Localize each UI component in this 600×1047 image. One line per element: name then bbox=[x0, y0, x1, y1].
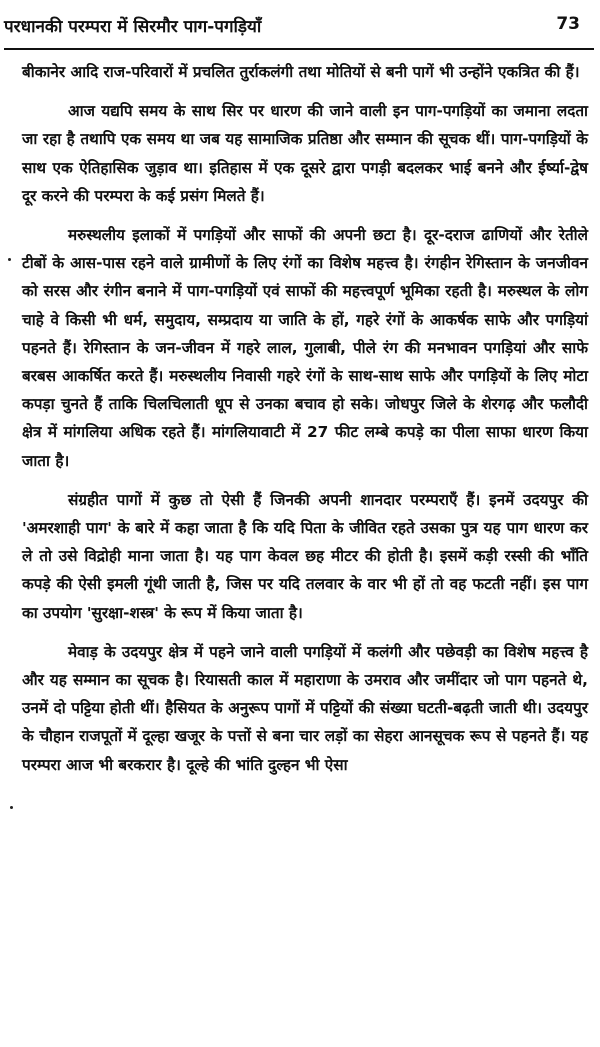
paragraph-desert-turbans: मरुस्थलीय इलाकों में पगड़ियों और साफों की अपनी छटा है। दूर-दराज ढाणियों और रेतीले टीबों के आस-पास रहने वाले ग्रामीणों के लिए रंगों का विशेष महत्त्व है। रंगहीन रेगिस्तान के जनजीवन को सरस और रंगीन बनाने में पाग-पगड़ियों एवं साफों की महत्त्वपूर्ण भूमिका रहती है। मरुस्थल के लोग चाहे वे किसी भी धर्म, समुदाय, सम्प्रदाय या जाति के हों, गहरे रंगों के आकर्षक साफे और पगड़ियां पहनते हैं। रेगिस्तान के जन-जीवन में गहरे लाल, गुलाबी, पीले रंग की मनभावन पगड़ियां और साफे बरबस आकर्षित करते हैं। मरुस्थलीय निवासी गहरे रंगों के साथ-साथ साफे और पगड़ियों के लिए मोटा कपड़ा चुनते हैं ताकि चिलचिलाती धूप से उनका बचाव हो सके। जोधपुर जिले के शेरगढ़ और फलौदी क्षेत्र में मांगलिया अधिक रहते हैं। मांगलियावाटी में 27 फीट लम्बे कपड़े का पीला साफा धारण किया जाता है। bbox=[22, 226, 588, 470]
paragraph-collected-turbans: संग्रहीत पागों में कुछ तो ऐसी हैं जिनकी अपनी शानदार परम्पराएँ हैं। इनमें उदयपुर की 'अमरशाही पाग' के बारे में कहा जाता है कि यदि पिता के जीवित रहते उसका पुत्र यह पाग धारण कर ले तो उसे विद्रोही माना जाता है। यह पाग केवल छह मीटर की होती है। इसमें कड़ी रस्सी की भाँति कपड़े की ऐसी इमली गूंथी जाती है, जिस पर यदि तलवार के वार भी हों तो वह फटती नहीं। इस पाग का उपयोग 'सुरक्षा-शस्त्र' के रूप में किया जाता है। bbox=[22, 490, 588, 622]
paragraph-continuation: बीकानेर आदि राज-परिवारों में प्रचलित तुर्राकलंगी तथा मोतियों से बनी पागें भी उन्होंने एकत्रित की हैं। bbox=[22, 63, 580, 81]
paragraph-turban-tradition: आज यद्यपि समय के साथ सिर पर धारण की जाने वाली इन पाग-पगड़ियों का जमाना लदता जा रहा है तथापि एक समय था जब यह सामाजिक प्रतिष्ठा और सम्मान की सूचक थीं। पाग-पगड़ियों के साथ एक ऐतिहासिक जुड़ाव था। इतिहास में एक दूसरे द्वारा पगड़ी बदलकर भाई बनने और ईर्ष्या-द्वेष दूर करने की परम्परा के कई प्रसंग मिलते हैं। bbox=[22, 102, 588, 205]
body-text bbox=[22, 58, 588, 779]
page-header bbox=[4, 4, 594, 50]
paragraph-mewar-turbans: मेवाड़ के उदयपुर क्षेत्र में पहने जाने वाली पगड़ियों में कलंगी और पछेवड़ी का विशेष महत्त्व है और यह सम्मान का सूचक है। रियासती काल में महाराणा के उमराव और जमींदार जो पाग पहनते थे, उनमें दो पट्टिया होती थीं। हैसियत के अनुरूप पागों में पट्टियों की संख्या घटती-बढ़ती जाती थी। उदयपुर के चौहान राजपूतों में दूल्हा खजूर के पत्तों से बना चार लड़ों का सेहरा आनसूचक रूप से पहनते हैं। यह परम्परा आज भी बरकरार है। दूल्हे की भांति दुल्हन भी ऐसा bbox=[22, 642, 588, 774]
page-number: 73 bbox=[556, 14, 580, 34]
scan-speck bbox=[10, 806, 13, 809]
scan-speck bbox=[8, 258, 11, 261]
running-title: परधानकी परम्परा में सिरमौर पाग-पगड़ियाँ bbox=[4, 17, 262, 37]
